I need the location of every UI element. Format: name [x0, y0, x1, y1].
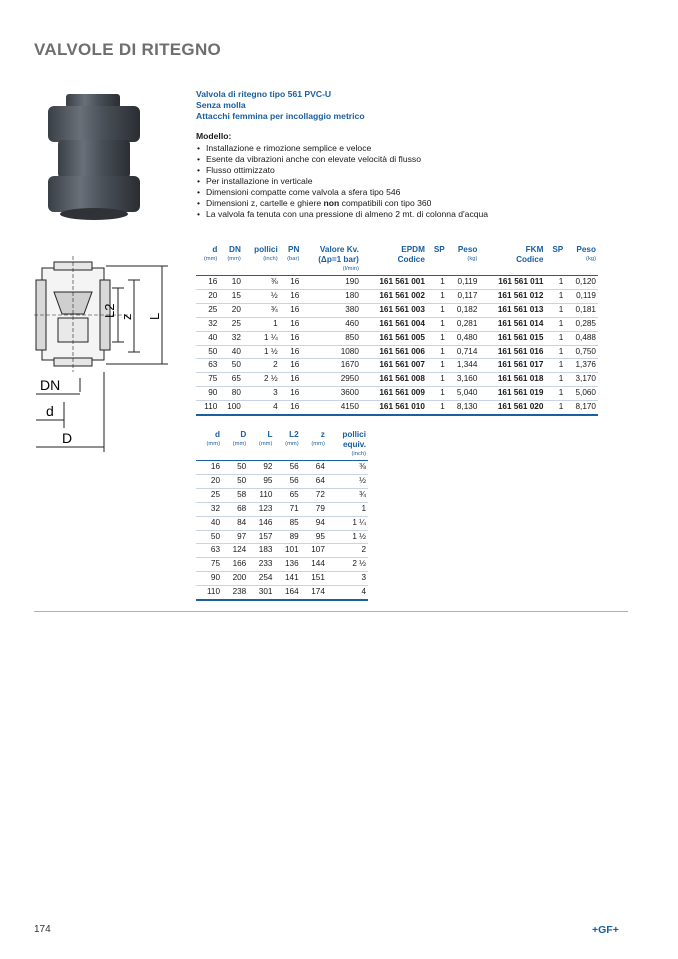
table-cell: 16 [280, 373, 302, 387]
table-cell: 183 [248, 544, 274, 558]
column-header: Valore Kv. (Δp=1 bar) (l/min) [301, 245, 361, 276]
column-header: z (mm) [301, 430, 327, 461]
table-row [196, 572, 368, 586]
table-cell: 58 [222, 488, 248, 502]
drawing-label-dn: DN [40, 377, 61, 393]
table-cell: 0,119 [447, 276, 480, 290]
table-row [196, 544, 368, 558]
table-cell: 0,480 [447, 331, 480, 345]
table-cell: 1670 [301, 359, 361, 373]
table-cell: 80 [219, 387, 243, 401]
column-header: d (mm) [196, 245, 219, 276]
table-cell: 164 [274, 586, 300, 600]
table-cell: 16 [280, 317, 302, 331]
table-row [196, 516, 368, 530]
table-cell: 75 [196, 373, 219, 387]
feature-item: • Dimensioni z, cartelle e ghiere non compatibili con tipo 360 [196, 198, 636, 209]
table-cell: 161 561 017 [479, 359, 545, 373]
table-cell: 180 [301, 289, 361, 303]
table-cell: 1 [427, 345, 447, 359]
drawing-label-l2: L2 [102, 303, 117, 318]
table-cell: 1 [427, 303, 447, 317]
table-cell: 254 [248, 572, 274, 586]
table-row [196, 303, 598, 317]
table-cell: 16 [280, 387, 302, 401]
table-cell: 1 [545, 317, 565, 331]
table-cell: 75 [196, 558, 222, 572]
feature-item: • Per installazione in verticale [196, 176, 636, 187]
table-row [196, 461, 368, 475]
table-cell: 79 [301, 502, 327, 516]
table-cell: 161 561 008 [361, 373, 427, 387]
table-cell: 95 [248, 474, 274, 488]
table-row [196, 387, 598, 401]
feature-item: • Dimensioni compatte come valvola a sfera tipo 546 [196, 187, 636, 198]
feature-item: • La valvola fa tenuta con una pressione di almeno 2 mt. di colonna d'acqua [196, 209, 636, 220]
table-cell: 1 [427, 373, 447, 387]
drawing-label-D: D [62, 430, 73, 446]
table-cell: 161 561 003 [361, 303, 427, 317]
table-cell: 2 [327, 544, 368, 558]
table-cell: 1 [545, 359, 565, 373]
column-header: PN (bar) [280, 245, 302, 276]
table-cell: ¾ [243, 303, 280, 317]
table-cell: 20 [196, 289, 219, 303]
table-cell: 141 [274, 572, 300, 586]
table-cell: 16 [280, 345, 302, 359]
table-cell: 161 561 012 [479, 289, 545, 303]
table-cell: 1 ¼ [243, 331, 280, 345]
table-cell: 90 [196, 387, 219, 401]
table-cell: 161 561 011 [479, 276, 545, 290]
column-header: SP [545, 245, 565, 276]
column-header: Peso (kg) [447, 245, 480, 276]
page-title: VALVOLE DI RITEGNO [34, 40, 222, 59]
table-cell: 1 [427, 359, 447, 373]
table-cell: 460 [301, 317, 361, 331]
table-cell: 10 [219, 276, 243, 290]
table-cell: 16 [196, 461, 222, 475]
table-cell: 25 [196, 488, 222, 502]
table-row [196, 558, 368, 572]
column-header: SP [427, 245, 447, 276]
table-cell: 144 [301, 558, 327, 572]
table-cell: 151 [301, 572, 327, 586]
table-cell: 1080 [301, 345, 361, 359]
table-cell: ½ [327, 474, 368, 488]
table-cell: 25 [219, 317, 243, 331]
table-cell: 16 [280, 359, 302, 373]
table-cell: 16 [196, 276, 219, 290]
column-header: Peso (kg) [565, 245, 598, 276]
table-cell: 16 [280, 331, 302, 345]
product-info [196, 89, 636, 220]
table-cell: 1 [545, 387, 565, 401]
table-cell: 123 [248, 502, 274, 516]
table-cell: 100 [219, 401, 243, 415]
table-cell: 4 [327, 586, 368, 600]
table-cell: 4150 [301, 401, 361, 415]
product-connection: Attacchi femmina per incollaggio metrico [196, 111, 365, 121]
table-cell: 32 [196, 502, 222, 516]
table-cell: 8,170 [565, 401, 598, 415]
table-cell: 1 [427, 276, 447, 290]
table-cell: 0,488 [565, 331, 598, 345]
table-cell: 3600 [301, 387, 361, 401]
table-cell: 32 [196, 317, 219, 331]
dimensions-table [196, 430, 368, 601]
table-cell: 20 [219, 303, 243, 317]
table-cell: 1 [427, 387, 447, 401]
product-title: Valvola di ritegno tipo 561 PVC-U [196, 89, 332, 99]
table-cell: 40 [219, 345, 243, 359]
table-cell: 2 ½ [243, 373, 280, 387]
table-cell: ⅜ [243, 276, 280, 290]
table-cell: 110 [248, 488, 274, 502]
table-cell: 0,117 [447, 289, 480, 303]
table-cell: 161 561 006 [361, 345, 427, 359]
column-header: DN (mm) [219, 245, 243, 276]
gf-logo: +GF+ [592, 924, 619, 936]
table-cell: 0,750 [565, 345, 598, 359]
table-cell: 4 [243, 401, 280, 415]
table-cell: 161 561 005 [361, 331, 427, 345]
table-cell: 161 561 015 [479, 331, 545, 345]
table-cell: 0,119 [565, 289, 598, 303]
table-cell: 71 [274, 502, 300, 516]
table-cell: ½ [243, 289, 280, 303]
table-cell: 50 [196, 530, 222, 544]
table-cell: 94 [301, 516, 327, 530]
table-cell: 56 [274, 474, 300, 488]
table-cell: 161 561 009 [361, 387, 427, 401]
table-cell: 64 [301, 461, 327, 475]
feature-item: • Flusso ottimizzato [196, 165, 636, 176]
table-cell: 233 [248, 558, 274, 572]
table-cell: 161 561 010 [361, 401, 427, 415]
table-row [196, 502, 368, 516]
table-cell: 0,182 [447, 303, 480, 317]
drawing-label-l: L [147, 312, 162, 320]
table-cell: 1 [545, 331, 565, 345]
table-cell: 1 [545, 373, 565, 387]
column-header: EPDM Codice [361, 245, 427, 276]
table-cell: 20 [196, 474, 222, 488]
modello-label: Modello: [196, 131, 232, 141]
table-cell: 16 [280, 276, 302, 290]
table-cell: 1,376 [565, 359, 598, 373]
table-cell: 16 [280, 289, 302, 303]
table-cell: 95 [301, 530, 327, 544]
codes-table [196, 245, 598, 416]
table-cell: 1 ½ [243, 345, 280, 359]
table-cell: ⅜ [327, 461, 368, 475]
table-cell: 50 [222, 474, 248, 488]
table-cell: 64 [301, 474, 327, 488]
table-cell: 3 [243, 387, 280, 401]
table-cell: 8,130 [447, 401, 480, 415]
table-cell: 1,344 [447, 359, 480, 373]
table-row [196, 359, 598, 373]
table-cell: 161 561 020 [479, 401, 545, 415]
column-header: D (mm) [222, 430, 248, 461]
drawing-label-z: z [119, 313, 134, 320]
table-cell: 63 [196, 544, 222, 558]
column-header: d (mm) [196, 430, 222, 461]
table-cell: 0,285 [565, 317, 598, 331]
dimension-drawing [34, 252, 194, 457]
table-cell: 136 [274, 558, 300, 572]
table-cell: 161 561 016 [479, 345, 545, 359]
table-cell: 50 [219, 359, 243, 373]
table-cell: ¾ [327, 488, 368, 502]
page-number: 174 [34, 924, 51, 935]
table-cell: 0,281 [447, 317, 480, 331]
table-cell: 107 [301, 544, 327, 558]
table-cell: 1 [427, 317, 447, 331]
table-cell: 110 [196, 586, 222, 600]
table-cell: 3,170 [565, 373, 598, 387]
column-header: FKM Codice [479, 245, 545, 276]
table-cell: 68 [222, 502, 248, 516]
table-cell: 850 [301, 331, 361, 345]
table-cell: 200 [222, 572, 248, 586]
table-cell: 1 [427, 401, 447, 415]
table-cell: 5,060 [565, 387, 598, 401]
column-header: L2 (mm) [274, 430, 300, 461]
table-cell: 101 [274, 544, 300, 558]
table-cell: 1 [545, 276, 565, 290]
feature-item: • Installazione e rimozione semplice e veloce [196, 143, 636, 154]
table-cell: 16 [280, 303, 302, 317]
table-cell: 1 [427, 289, 447, 303]
table-cell: 15 [219, 289, 243, 303]
table-cell: 89 [274, 530, 300, 544]
table-cell: 72 [301, 488, 327, 502]
table-cell: 161 561 018 [479, 373, 545, 387]
table-cell: 40 [196, 516, 222, 530]
table-cell: 0,181 [565, 303, 598, 317]
table-row [196, 488, 368, 502]
table-row [196, 586, 368, 600]
table-cell: 85 [274, 516, 300, 530]
table-cell: 1 [545, 345, 565, 359]
table-cell: 0,714 [447, 345, 480, 359]
table-row [196, 530, 368, 544]
table-row [196, 474, 368, 488]
table-cell: 161 561 002 [361, 289, 427, 303]
table-cell: 2950 [301, 373, 361, 387]
table-cell: 65 [219, 373, 243, 387]
table-cell: 25 [196, 303, 219, 317]
table-cell: 161 561 019 [479, 387, 545, 401]
table-cell: 1 [327, 502, 368, 516]
table-cell: 146 [248, 516, 274, 530]
table-row [196, 289, 598, 303]
table-row [196, 373, 598, 387]
table-cell: 166 [222, 558, 248, 572]
column-header: pollici (inch) [243, 245, 280, 276]
table-row [196, 401, 598, 415]
table-cell: 90 [196, 572, 222, 586]
feature-item: • Esente da vibrazioni anche con elevate velocità di flusso [196, 154, 636, 165]
table-cell: 161 561 013 [479, 303, 545, 317]
table-cell: 157 [248, 530, 274, 544]
table-cell: 16 [280, 401, 302, 415]
table-cell: 124 [222, 544, 248, 558]
table-cell: 3,160 [447, 373, 480, 387]
table-cell: 0,120 [565, 276, 598, 290]
table-cell: 1 [427, 331, 447, 345]
table-cell: 1 [545, 303, 565, 317]
table-cell: 161 561 014 [479, 317, 545, 331]
table-cell: 3 [327, 572, 368, 586]
table-cell: 161 561 004 [361, 317, 427, 331]
divider [34, 611, 628, 612]
product-subtitle: Senza molla [196, 100, 246, 110]
valve-photo [40, 92, 150, 222]
table-cell: 2 [243, 359, 280, 373]
table-cell: 110 [196, 401, 219, 415]
column-header: pollici equiv. (inch) [327, 430, 368, 461]
table-cell: 1 [243, 317, 280, 331]
table-cell: 97 [222, 530, 248, 544]
table-cell: 161 561 001 [361, 276, 427, 290]
table-cell: 301 [248, 586, 274, 600]
table-cell: 50 [222, 461, 248, 475]
table-cell: 190 [301, 276, 361, 290]
table-row [196, 345, 598, 359]
table-cell: 1 ½ [327, 530, 368, 544]
table-cell: 5,040 [447, 387, 480, 401]
table-row [196, 317, 598, 331]
table-cell: 238 [222, 586, 248, 600]
table-cell: 2 ½ [327, 558, 368, 572]
table-cell: 84 [222, 516, 248, 530]
table-cell: 380 [301, 303, 361, 317]
table-cell: 1 ¼ [327, 516, 368, 530]
table-cell: 32 [219, 331, 243, 345]
table-cell: 40 [196, 331, 219, 345]
table-cell: 56 [274, 461, 300, 475]
table-cell: 1 [545, 289, 565, 303]
table-cell: 174 [301, 586, 327, 600]
table-cell: 50 [196, 345, 219, 359]
table-cell: 161 561 007 [361, 359, 427, 373]
table-cell: 65 [274, 488, 300, 502]
table-row [196, 331, 598, 345]
table-cell: 63 [196, 359, 219, 373]
drawing-label-d: d [46, 403, 54, 419]
column-header: L (mm) [248, 430, 274, 461]
table-cell: 1 [545, 401, 565, 415]
table-row [196, 276, 598, 290]
feature-list [196, 143, 636, 220]
table-cell: 92 [248, 461, 274, 475]
